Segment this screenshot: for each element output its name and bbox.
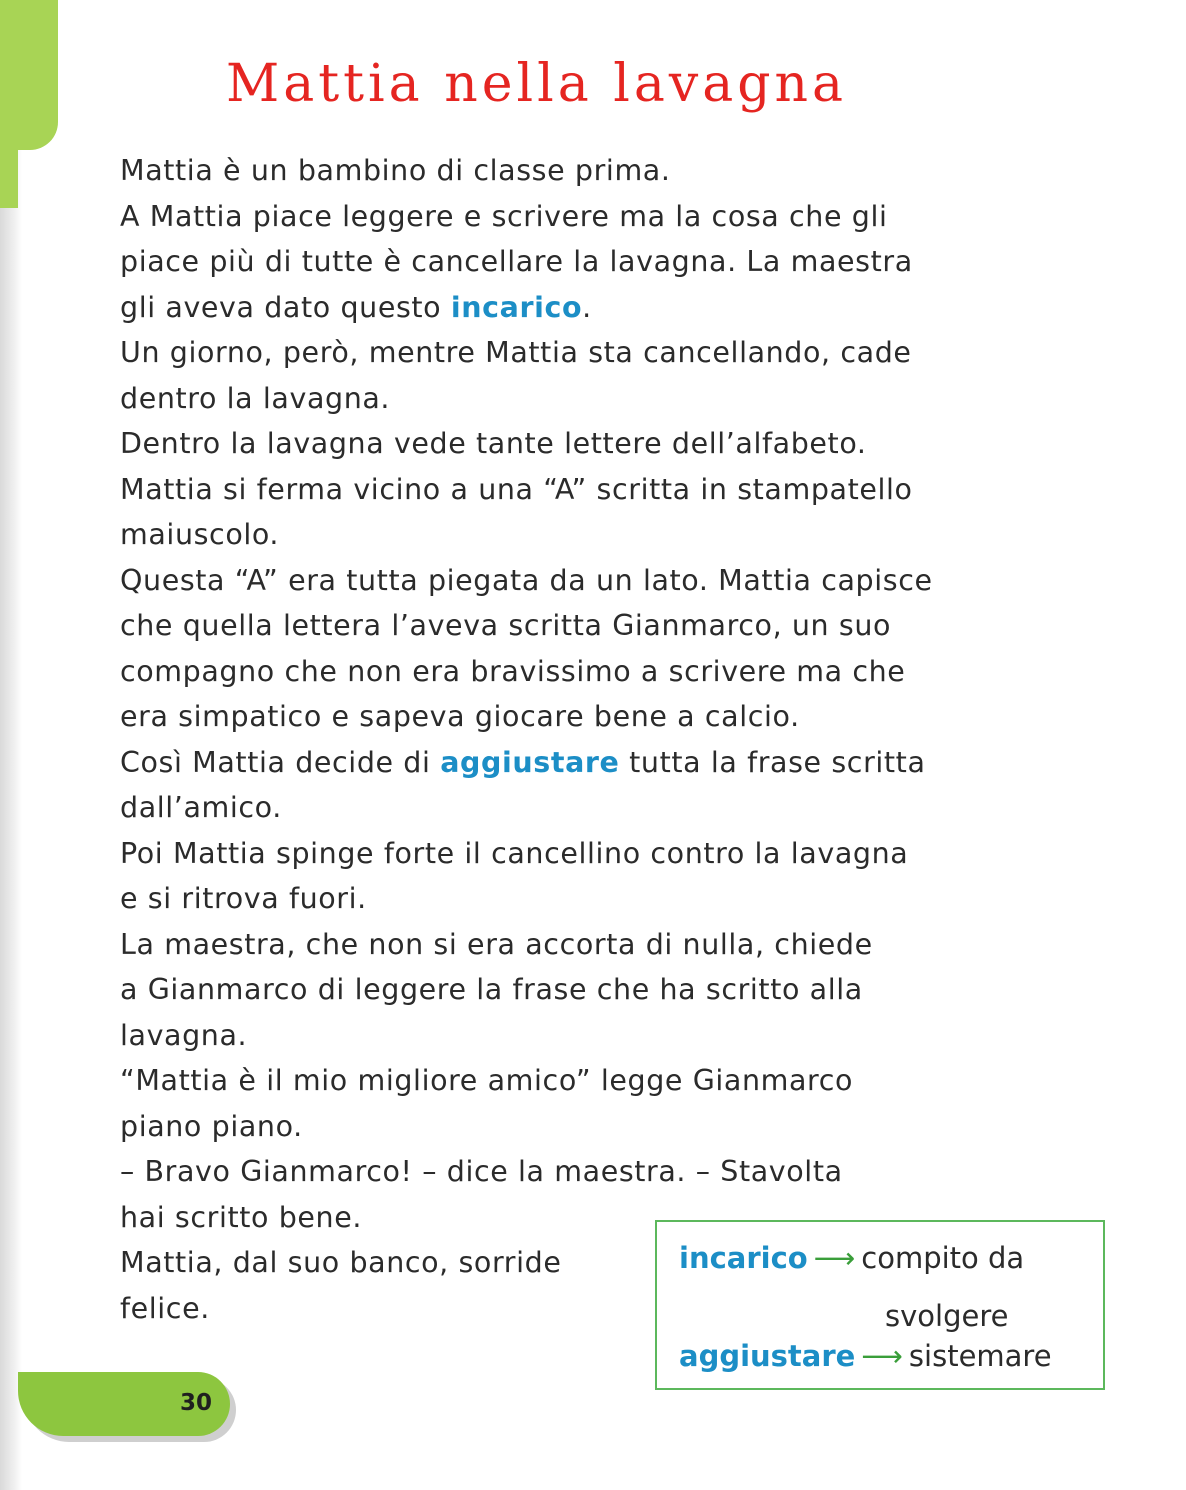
- story-line: hai scritto bene.: [120, 1200, 362, 1234]
- story-text: [120, 148, 1080, 1331]
- story-line: compagno che non era bravissimo a scrivere ma che: [120, 654, 906, 688]
- story-line: maiuscolo.: [120, 518, 280, 551]
- page-number: 30: [180, 1390, 213, 1416]
- story-line: era simpatico e sapeva giocare bene a calcio.: [120, 700, 800, 733]
- corner-decoration: [0, 0, 58, 150]
- story-line: felice.: [120, 1291, 210, 1325]
- story-line: lavagna.: [120, 1018, 248, 1052]
- glossary-definition: sistemare: [908, 1339, 1052, 1373]
- page-title: Mattia nella lavagna: [226, 54, 848, 114]
- glossary-box: [655, 1220, 1105, 1390]
- arrow-right-icon: ⟶: [813, 1241, 856, 1275]
- story-line: dall’amico.: [120, 791, 282, 824]
- story-line: [120, 285, 1080, 331]
- story-text-fragment: tutta la frase scritta: [619, 745, 926, 779]
- story-line: dentro la lavagna.: [120, 381, 391, 415]
- glossary-entry: [679, 1236, 1025, 1333]
- page-left-margin-shadow: [0, 0, 22, 1490]
- corner-decoration-strip: [0, 150, 18, 208]
- story-line: A Mattia piace leggere e scrivere ma la cosa che gli: [120, 199, 888, 233]
- glossary-word: incarico: [679, 1241, 808, 1275]
- story-line: “Mattia è il mio migliore amico” legge Gianmarco: [120, 1064, 854, 1097]
- story-text-fragment: .: [582, 290, 592, 324]
- arrow-right-icon: ⟶: [861, 1339, 903, 1373]
- story-line: piace più di tutte è cancellare la lavagna. La maestra: [120, 245, 913, 278]
- story-line: Mattia si ferma vicino a una “A” scritta in stampatello: [120, 472, 913, 506]
- story-line: e si ritrova fuori.: [120, 882, 367, 915]
- keyword-aggiustare: aggiustare: [440, 745, 620, 779]
- story-line: Questa “A” era tutta piegata da un lato. Mattia capisce: [120, 563, 933, 597]
- glossary-entry: [679, 1334, 1052, 1378]
- glossary-word: aggiustare: [679, 1339, 856, 1373]
- story-line: che quella lettera l’aveva scritta Gianmarco, un suo: [120, 609, 892, 642]
- story-line: Un giorno, però, mentre Mattia sta cancellando, cade: [120, 336, 912, 369]
- story-line: [120, 740, 1080, 786]
- story-line: Mattia, dal suo banco, sorride: [120, 1246, 562, 1279]
- glossary-definition-continued: svolgere: [885, 1299, 1009, 1333]
- story-line: piano piano.: [120, 1109, 303, 1143]
- story-line: La maestra, che non si era accorta di nulla, chiede: [120, 927, 873, 961]
- keyword-incarico: incarico: [450, 290, 583, 324]
- story-line: Poi Mattia spinge forte il cancellino contro la lavagna: [120, 836, 909, 870]
- story-line: Mattia è un bambino di classe prima.: [120, 154, 671, 187]
- glossary-definition: compito da: [861, 1241, 1025, 1275]
- story-line: Dentro la lavagna vede tante lettere dell’alfabeto.: [120, 427, 867, 460]
- story-text-fragment: Così Mattia decide di: [120, 745, 441, 779]
- story-text-fragment: gli aveva dato questo: [120, 290, 451, 324]
- story-line: a Gianmarco di leggere la frase che ha scritto alla: [120, 973, 863, 1006]
- story-line: – Bravo Gianmarco! – dice la maestra. – Stavolta: [120, 1155, 843, 1188]
